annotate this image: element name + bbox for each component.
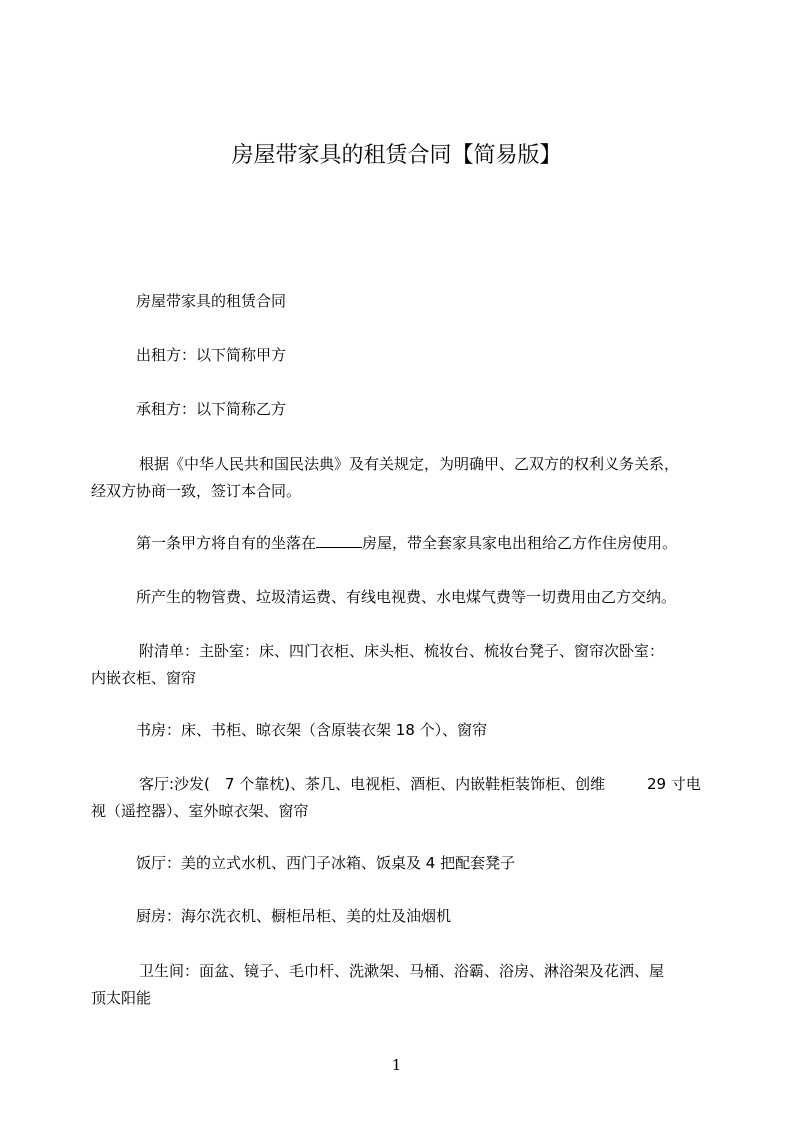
lessee-line: 承租方：以下简称乙方 [136, 400, 287, 418]
document-title: 房屋带家具的租赁合同【简易版】 [231, 143, 562, 168]
attachment-line-1: 附清单：主卧室：床、四门衣柜、床头柜、梳妆台、梳妆台凳子、窗帘次卧室： [139, 642, 665, 660]
study-room-list: 书房：床、书柜、晾衣架（含原装衣架 18 个）、窗帘 [136, 721, 488, 739]
contract-heading: 房屋带家具的租赁合同 [136, 292, 287, 310]
page-number: 1 [391, 1056, 402, 1074]
article-1 [136, 528, 756, 558]
preamble-line-1: 根据《中华人民共和国民法典》及有关规定，为明确甲、乙双方的权利义务关系， [139, 455, 680, 473]
address-blank [316, 531, 362, 548]
kitchen-list: 厨房：海尔洗衣机、橱柜吊柜、美的灶及油烟机 [136, 907, 452, 925]
lessor-line: 出租方：以下简称甲方 [136, 346, 287, 364]
bathroom-line-2: 顶太阳能 [91, 989, 152, 1007]
bathroom-line-1: 卫生间：面盆、镜子、毛巾杆、洗漱架、马桶、浴霸、浴房、淋浴架及花洒、屋 [139, 962, 665, 980]
living-room-line-2: 视（遥控器）、室外晾衣架、窗帘 [91, 802, 309, 820]
article-1-text-after: 房屋，带全套家具家电出租给乙方作住房使用。 [362, 534, 678, 552]
article-1-text-before: 第一条甲方将自有的坐落在 [136, 534, 317, 552]
dining-room-list: 饭厅：美的立式水机、西门子冰箱、饭桌及 4 把配套凳子 [136, 854, 516, 872]
attachment-line-2: 内嵌衣柜、窗帘 [91, 669, 197, 687]
living-room-tv-size: 29 寸电 [647, 775, 701, 793]
living-room-items: 客厅:沙发( 7 个靠枕)、茶几、电视柜、酒柜、内嵌鞋柜装饰柜、创维 [139, 775, 606, 793]
fees-clause: 所产生的物管费、垃圾清运费、有线电视费、水电煤气费等一切费用由乙方交纳。 [136, 588, 677, 606]
preamble-line-2: 经双方协商一致，签订本合同。 [91, 482, 302, 500]
